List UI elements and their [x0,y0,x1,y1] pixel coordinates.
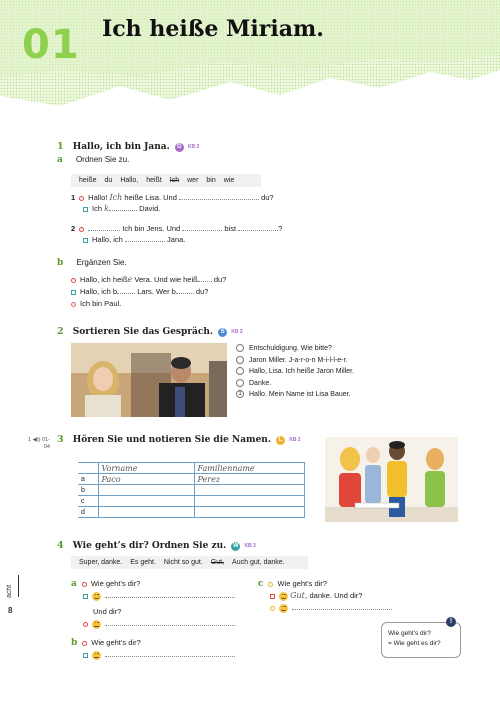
happy-face-icon [279,592,288,601]
listening-icon: L [276,436,285,445]
answer-blank[interactable] [105,591,235,598]
kb-reference: KB 3 [244,543,256,550]
tip-box [381,622,461,658]
exercise-1a-heading [57,155,129,165]
dialogue-text: Wie geht’s dir? [91,638,141,647]
speaker-a-icon [83,622,88,627]
kb-reference: KB 2 [289,437,301,444]
word-chip[interactable]: Super, danke. [79,559,123,566]
exercise-4a [71,578,235,630]
dialogue-text: heiße Lisa. Und [124,193,177,202]
dialogue-text: Hallo! [88,193,108,202]
word-chip[interactable]: heiße [79,177,97,184]
exercise-number: 3 [57,434,64,445]
conversation-text: Hallo. Mein Name ist Lisa Bauer. [249,391,351,398]
answer-blank[interactable] [179,193,259,200]
word-chip[interactable]: Es geht. [130,559,156,566]
dialogue-text: Lars. Wer b [137,287,176,296]
dialogue-text: danke. Und dir? [309,591,363,600]
photo-illustration [71,343,227,417]
vocabulary-icon: W [233,542,239,549]
exercise-4-heading [57,540,256,551]
dialogue-1 [71,193,274,215]
word-chip[interactable]: wie [223,177,235,184]
exercise-4c [258,578,392,614]
dialogue-text: Ich [92,204,103,213]
page-title: Ich heiße Miriam. [102,16,324,42]
kb-reference: KB 2 [187,144,200,151]
sub-title: Ergänzen Sie. [76,258,127,267]
exercise-title: Hallo, ich bin Jana. [72,142,170,152]
name-cell[interactable]: Paco [98,474,194,485]
dialogue-text: Hallo, ich [92,235,123,244]
row-letter: c [78,496,98,507]
answer-blank[interactable] [117,287,135,294]
row-letter: b [78,485,98,496]
conversation-item [236,378,354,390]
dialogue-text: Ich bin Jens. Und [122,224,181,233]
exercise-1b-heading [57,258,127,268]
speaker-b-icon [83,653,88,658]
students-illustration [325,437,458,522]
conversation-list [236,343,354,401]
row-letter: d [78,507,98,518]
name-cell[interactable] [98,496,194,507]
answer-blank[interactable] [105,650,235,657]
word-chip[interactable]: du [104,177,113,184]
table-row [78,474,305,485]
conversation-item [236,355,354,367]
exercise-title: Wie geht’s dir? Ordnen Sie zu. [72,541,227,551]
speaker-b-icon [270,594,275,599]
row-letter: a [78,474,98,485]
exercise-number: 1 [57,141,64,152]
table-header: Vorname [98,463,194,474]
exercise-1b-lines [71,274,226,310]
dialogue-text: Wie geht’s dir? [90,579,141,588]
dialogue-text: du? [195,287,209,296]
answer-blank[interactable] [182,224,222,231]
word-box [71,556,308,569]
table-row [78,485,305,496]
neutral-face-icon [92,620,101,629]
neutral-face-icon [92,651,101,660]
word-chip[interactable]: bin [206,177,216,184]
sidebar-rule [18,575,19,597]
exercise-3-heading [57,434,301,445]
grammar-icon: G [175,143,184,152]
dialogue-text: David. [139,204,161,213]
word-chip[interactable]: Ich [169,177,180,184]
exercise-2-heading [57,326,243,337]
conversation-text: Jaron Miller. J-a-r-o-n M-i-l-l-e-r. [249,356,348,364]
sub-letter: c [258,579,264,589]
speech-icon: S [218,328,227,337]
handwritten-answer: k [104,204,109,213]
name-cell[interactable] [98,507,194,518]
name-cell[interactable] [98,485,194,496]
exercise-1-heading [57,141,199,152]
conversation-text: Danke. [249,379,272,387]
dialogue-text: Vera. Und wie heiß [134,275,198,284]
speaker-a-icon [268,582,273,587]
speaker-a-icon [79,227,84,232]
speaker-b-icon [83,238,88,243]
illustration [325,437,458,522]
dialogue-text: du? [213,275,227,284]
speaker-c-icon [71,302,76,307]
speaker-a-icon [82,641,87,646]
dialogue-2 [71,224,282,246]
conversation-text: Entschuldigung. Wie bitte? [249,345,332,352]
dialogue-text: Wie geht’s dir? [277,579,327,588]
word-chip[interactable]: Nicht so gut. [163,559,203,566]
order-circle[interactable] [236,344,244,352]
kb-reference: KB 2 [231,329,243,336]
table-row [78,496,305,507]
table-header: Familienname [194,463,305,474]
order-circle[interactable] [236,367,244,375]
word-box [71,174,261,187]
order-circle[interactable] [236,356,244,364]
dialogue-text: bist [224,224,237,233]
tip-line: = Wie geht es dir? [388,640,441,647]
speaker-a-icon [82,582,87,587]
name-cell[interactable] [194,485,305,496]
names-table [78,462,305,518]
answer-blank[interactable] [292,603,392,610]
page-number: 8 [8,606,13,615]
answer-blank[interactable] [105,619,235,626]
conversation-item [236,389,354,401]
exercise-title: Sortieren Sie das Gespräch. [72,327,214,337]
speaker-a-icon [71,278,76,283]
word-chip[interactable]: wer [187,177,199,184]
speaker-b-icon [83,207,88,212]
lesson-number: 01 [22,22,80,68]
dialogue-text: Und dir? [93,607,122,616]
conversation-text: Hallo, Lisa. Ich heiße Jaron Miller. [249,368,355,375]
exercise-number: 2 [57,326,64,337]
answer-blank[interactable] [125,235,165,242]
happy-face-icon [92,592,101,601]
sub-letter: b [71,638,78,648]
handwritten-answer: Ich [109,193,123,202]
dialogue-text: du? [261,193,274,202]
word-chip[interactable]: heißt [146,177,162,184]
order-circle[interactable] [236,379,244,387]
answer-blank[interactable] [238,224,278,231]
dialogue-text: Jana. [167,235,186,244]
sub-letter: a [71,579,77,589]
answer-blank[interactable] [109,204,137,211]
dialogue-text: ? [278,224,283,233]
speaker-b-icon [83,594,88,599]
order-circle[interactable]: 1 [236,390,244,398]
word-chip[interactable]: Hallo, [120,177,139,184]
tip-line: Wie geht’s dir? [388,630,431,637]
name-cell[interactable]: Perez [194,474,305,485]
table-row [78,507,305,518]
speaker-a-icon [270,606,275,611]
handwritten-answer: e [127,275,133,284]
handwritten-answer: Gut, [290,591,308,600]
conversation-item [236,366,354,378]
speaker-a-icon [79,196,84,201]
happy-face-icon [279,604,288,613]
answer-blank[interactable] [88,224,120,231]
sub-title: Ordnen Sie zu. [75,155,130,164]
info-icon: ! [446,617,456,627]
sub-letter: a [57,155,63,165]
word-chip[interactable]: Gut, [210,559,225,566]
word-chip[interactable]: Auch gut, danke. [232,559,285,566]
dialogue-number: 1 [71,193,76,202]
name-cell[interactable] [194,496,305,507]
audio-track-label: 1 ◀)) 01-04 [28,437,50,450]
table-header [78,463,98,474]
exercise-title: Hören Sie und notieren Sie die Namen. [72,435,271,445]
dialogue-text: Hallo, ich heiß [80,275,128,284]
answer-blank[interactable] [176,287,194,294]
page-word: acht [6,584,13,598]
answer-blank[interactable] [198,275,212,282]
name-cell[interactable] [194,507,305,518]
exercise-number: 4 [57,540,64,551]
dialogue-text: Hallo, ich b [80,287,118,296]
dialogue-text: Ich bin Paul. [80,299,122,308]
photo-lisa-jaron [71,343,227,417]
exercise-4b [71,637,235,661]
speaker-b-icon [71,290,76,295]
conversation-item [236,343,354,355]
sub-letter: b [57,258,64,268]
dialogue-number: 2 [71,224,76,233]
